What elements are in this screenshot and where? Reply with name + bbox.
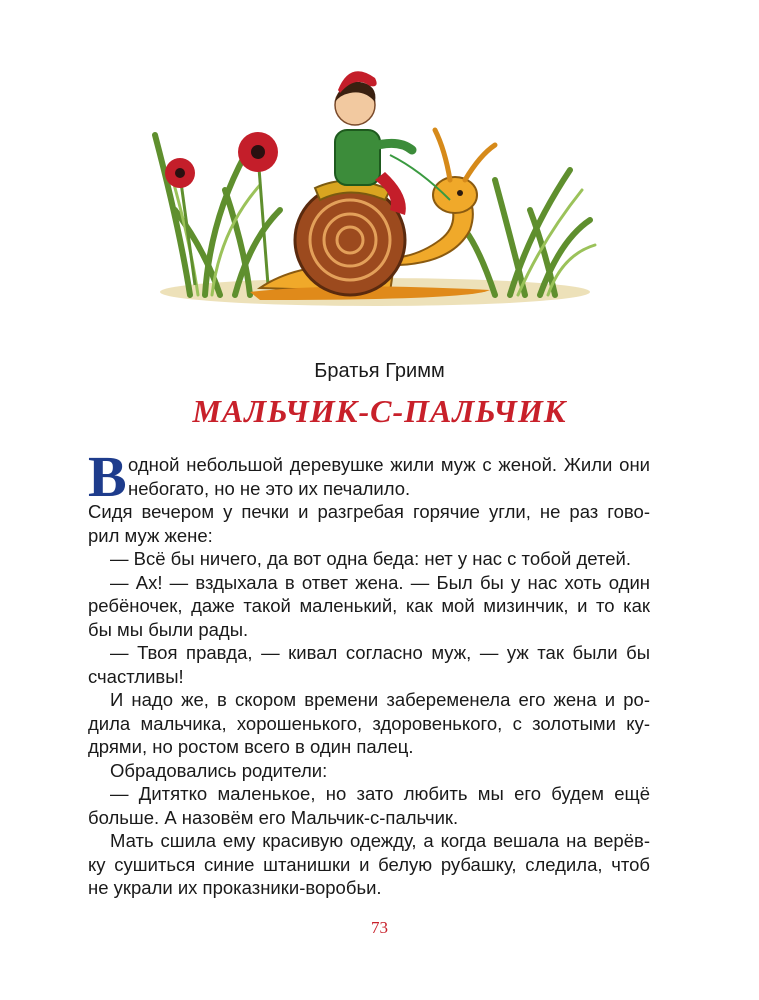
snail-antenna [465,145,495,180]
first-paragraph [88,444,650,509]
text-line: дила мальчика, хорошенького, здоровенького, с золотыми ку- [88,712,650,734]
text-line: ку сушиться синие штанишки и белую рубашку, следила, чтоб [88,853,650,875]
text-line: не украли их проказники-воробьи. [88,877,382,898]
snail-head [433,177,477,213]
text-line: бы мы были рады. [88,618,249,640]
drop-cap-letter: В [88,444,127,509]
boy-on-snail-illustration [150,60,600,320]
text-line: — Твоя правда, — кивал согласно муж, — уж так были бы [110,642,650,663]
text-line: больше. А назовём его Мальчик-с-пальчик. [88,806,459,828]
text-line: — Ах! — вздыхала в ответ жена. — Был бы у нас хоть один [110,571,650,593]
text-line: небогато, но не это их печалило. [128,477,411,499]
text-line: — Дитятко маленькое, но зато любить мы его будем ещё [110,783,650,804]
snail-eye [457,190,463,196]
text-line: Обрадовались родители: [110,759,328,781]
book-author: Братья Гримм [314,360,445,382]
story-text [88,444,650,900]
text-line: счастливы! [88,665,184,687]
text-line: Сидя вечером у печки и разгребая горячие угли, не раз гово- [88,501,650,522]
text-line: И надо же, в скором времени забеременела его жена и ро- [110,689,650,710]
text-line: дрями, но ростом всего в один палец. [88,736,414,757]
snail-antenna [435,130,450,180]
text-line: одной небольшой деревушке жили муж с женой. Жили они [128,454,650,475]
text-line: ребёночек, даже такой маленький, как мой мизинчик, и то как [88,595,650,616]
text-line: Мать сшила ему красивую одежду, а когда вешала на верёв- [110,830,650,851]
text-line: — Всё бы ничего, да вот одна беда: нет у нас с тобой детей. [110,548,631,569]
page-number: 73 [371,918,388,937]
story-title: МАЛЬЧИК-С-ПАЛЬЧИК [192,393,567,429]
text-line: рил муж жене: [88,524,213,546]
